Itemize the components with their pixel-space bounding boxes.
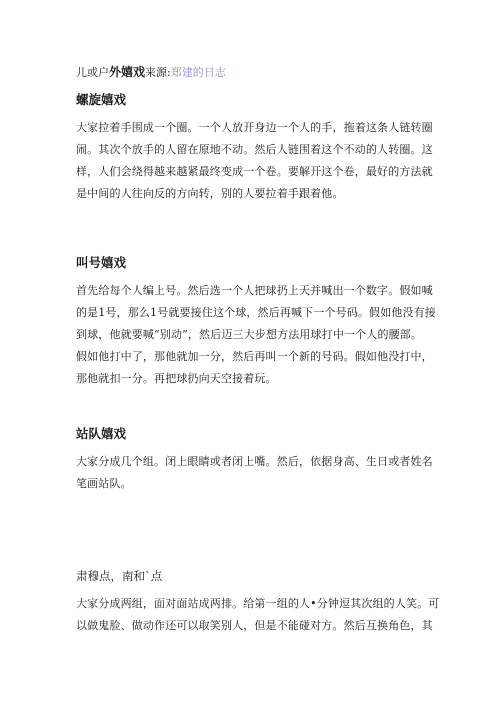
document-title: 外嬉戏 bbox=[109, 65, 146, 79]
body-line: 到球，他就要喊“别动”，然后迈三大步想方法用球打中一个人的腰部。 bbox=[76, 328, 423, 341]
body-line: 大家分成两组，面对面站成两排。给第一组的人•分钟逗其次组的人笑。可 bbox=[76, 597, 440, 610]
section-body-serious bbox=[76, 593, 440, 637]
source-label: 来源: bbox=[145, 66, 171, 79]
section-heading-line-up: 站队嬉戏 bbox=[76, 426, 127, 441]
section-body-spiral bbox=[76, 117, 433, 205]
source-link[interactable]: 郑建的日志 bbox=[170, 66, 226, 79]
body-line: 以做鬼脸、做动作还可以取笑别人，但是不能碰对方。然后互换角色，其 bbox=[76, 619, 433, 632]
section-heading-number-call: 叫号嬉戏 bbox=[76, 255, 127, 270]
section-body-line-up bbox=[76, 451, 433, 495]
section-heading-spiral: 螺旋嬉戏 bbox=[76, 92, 127, 107]
section-body-number-call bbox=[76, 280, 436, 390]
body-line: 那他就扣一分。再把球扔向天空接着玩。 bbox=[76, 372, 277, 385]
body-line: 笔画站队。 bbox=[76, 477, 132, 490]
source-line bbox=[76, 64, 226, 81]
section-heading-serious: 肃穆点，南和`点 bbox=[76, 569, 163, 583]
body-line: 闹。其次个放手的人留在原地不动。然后人链围着这个不动的人转圈。这 bbox=[76, 143, 433, 156]
body-line: 大家拉着手围成一个圈。一个人放开身边一个人的手，拖着这条人链转圈 bbox=[76, 121, 433, 134]
body-line: 假如他打中了，那他就加一分，然后再叫一个新的号码。假如他没打中， bbox=[76, 350, 433, 363]
body-line: 样，人们会绕得越来越紧最终变成一个卷。要解开这个卷，最好的方法就 bbox=[76, 165, 433, 178]
body-line: 是中间的人往向反的方向转，别的人要拉着手跟着他。 bbox=[76, 187, 344, 200]
body-line: 首先给每个人编上号。然后选一个人把球扔上天并喊出一个数字。假如喊 bbox=[76, 284, 433, 297]
body-line: 大家分成几个组。闭上眼睛或者闭上嘴。然后，依据身高、生日或者姓名 bbox=[76, 455, 433, 468]
body-line: 的是1号，那么1号就要接住这个球，然后再喊下一个号码。假如他没有接 bbox=[76, 306, 436, 319]
title-prefix: 儿或户 bbox=[76, 66, 109, 79]
